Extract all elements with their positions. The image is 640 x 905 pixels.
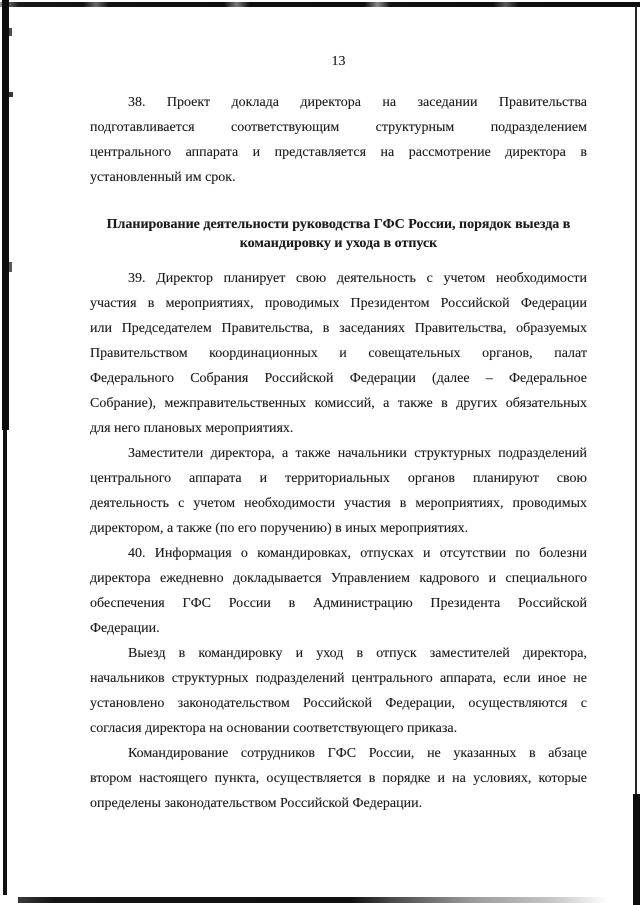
text-line: центрального аппарата и территориальных органов планируют свою	[90, 471, 587, 486]
text-line: Федерации.	[90, 621, 160, 636]
text-line: обеспечения ГФС России в Администрацию Президента Российской	[90, 596, 587, 611]
text-line: директора ежедневно докладывается Управлением кадрового и специального	[90, 571, 587, 586]
text-line: подготавливается соответствующим структурным подразделением	[90, 120, 587, 135]
scan-border-right-thick	[633, 794, 640, 905]
scan-artifact	[9, 92, 13, 97]
text-line: 38. Проект доклада директора на заседании Правительства	[128, 95, 587, 110]
paragraph-40-2	[90, 641, 587, 741]
paragraph-40-3	[90, 741, 587, 816]
paragraph-39-2	[90, 441, 587, 541]
text-line: начальников структурных подразделений центрального аппарата, если иное не	[90, 671, 587, 686]
paragraph-40	[90, 541, 587, 641]
text-line: Правительством координационных и совещательных органов, палат	[90, 346, 587, 361]
text-line: определены законодательством Российской Федерации.	[90, 796, 423, 811]
text-line: центрального аппарата и представляется на рассмотрение директора в	[90, 145, 587, 160]
text-line: Командирование сотрудников ГФС России, не указанных в абзаце	[128, 746, 587, 761]
scan-artifact	[9, 262, 12, 272]
text-line: 40. Информация о командировках, отпусках и отсутствии по болезни	[128, 546, 587, 561]
paragraph-39	[90, 266, 587, 441]
text-line: участия в мероприятиях, проводимых Президентом Российской Федерации	[90, 296, 587, 311]
heading-line: Планирование деятельности руководства ГФС России, порядок выезда в	[106, 217, 571, 232]
scan-border-bottom	[18, 897, 622, 903]
text-line: деятельность с учетом необходимости участия в мероприятиях, проводимых	[90, 496, 587, 511]
section-heading	[90, 215, 587, 253]
text-line: Выезд в командировку и уход в отпуск заместителей директора,	[128, 646, 587, 661]
text-line: установлено законодательством Российской Федерации, осуществляются с	[90, 696, 587, 711]
page-number: 13	[331, 54, 346, 69]
text-line: Заместители директора, а также начальники структурных подразделений	[128, 446, 587, 461]
text-line: для него плановых мероприятиях.	[90, 421, 294, 436]
paragraph-38	[90, 90, 587, 190]
text-line: директором, а также (по его поручению) в иных мероприятиях.	[90, 521, 469, 536]
heading-line: командировку и ухода в отпуск	[239, 236, 438, 251]
scan-border-right-thin	[635, 6, 637, 794]
text-line: установленный им срок.	[90, 170, 236, 185]
scan-border-left-upper	[2, 0, 9, 430]
text-line: Федерального Собрания Российской Федерации (далее – Федеральное	[90, 371, 587, 386]
text-line: 39. Директор планирует свою деятельность с учетом необходимости	[128, 271, 587, 286]
document-body	[90, 0, 587, 816]
text-line: согласия директора на основании соответствующего приказа.	[90, 721, 458, 736]
text-line: или Председателем Правительства, в заседаниях Правительства, образуемых	[90, 321, 587, 336]
text-line: втором настоящего пункта, осуществляется в порядке и на условиях, которые	[90, 771, 587, 786]
scan-border-left-lower	[3, 430, 7, 895]
text-line: Собрание), межправительственных комиссий, а также в других обязательных	[90, 396, 587, 411]
scan-artifact	[9, 28, 12, 36]
